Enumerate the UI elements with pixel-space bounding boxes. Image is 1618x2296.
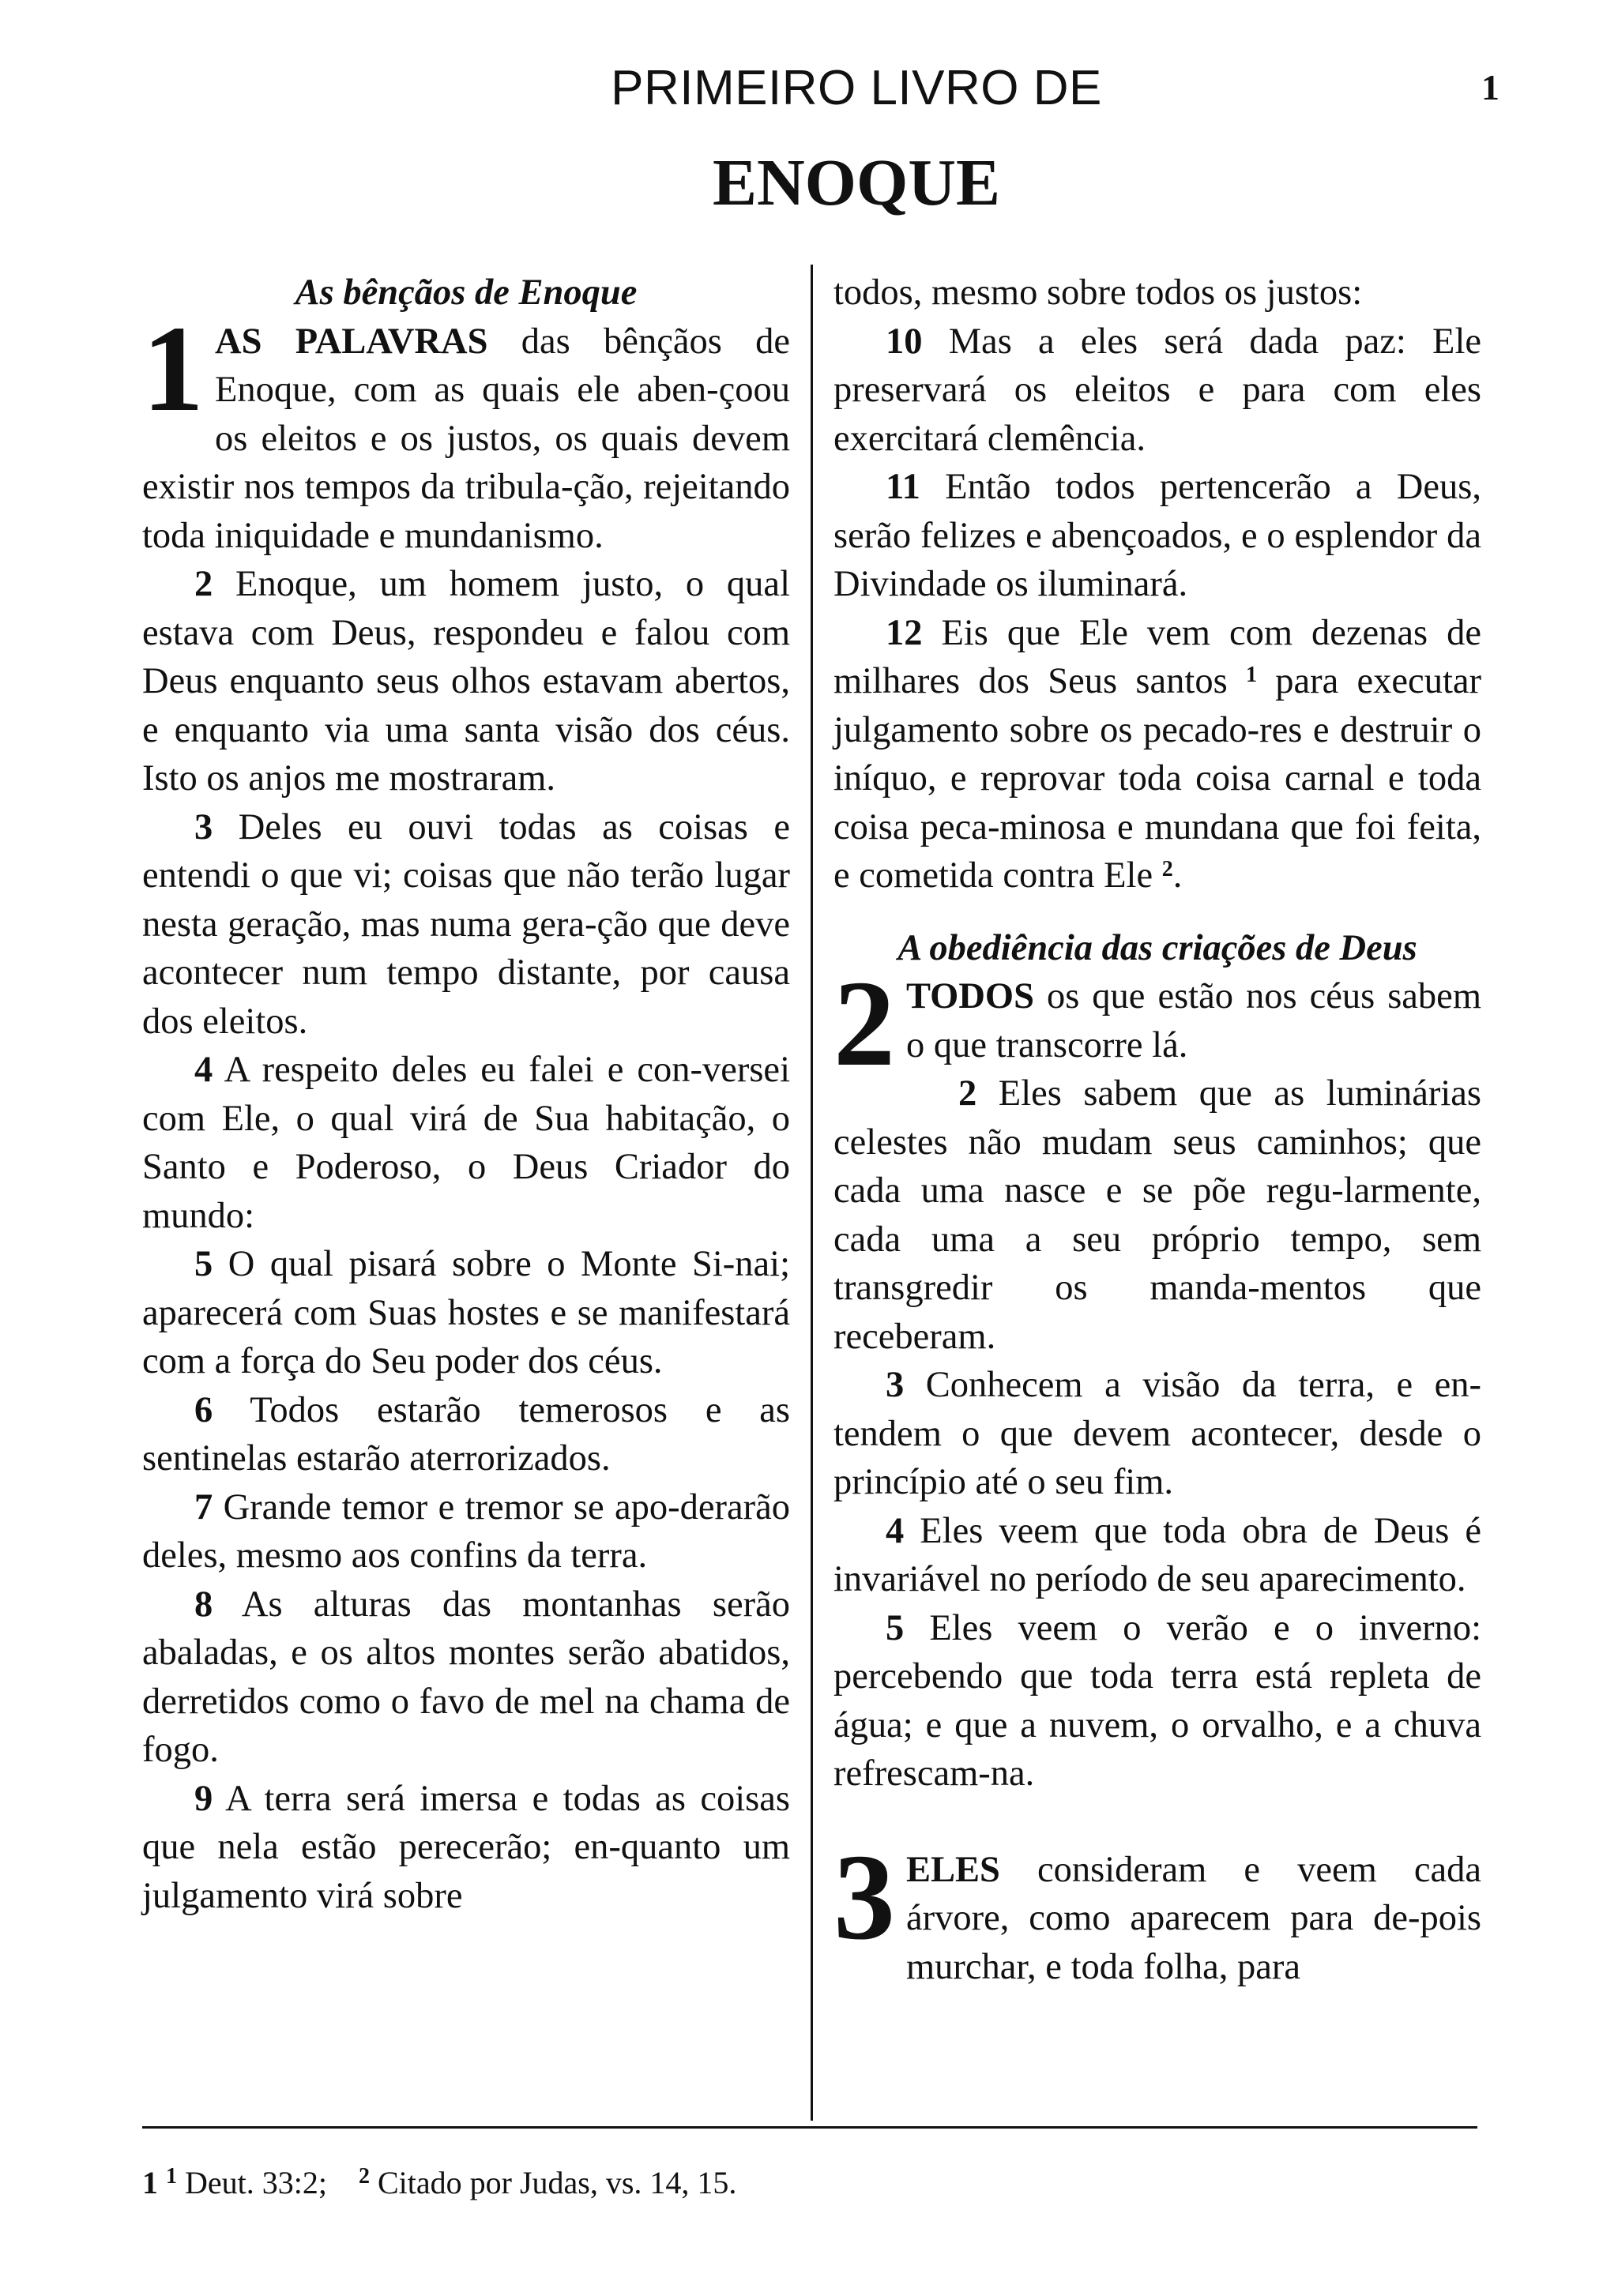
verse-text: das bênçãos de Enoque, com as quais ele aben-çoou os eleitos e os justos, os quais devem existir nos tempos da tribula-ção, rejeitando toda iniquidade e mundanismo. — [142, 321, 790, 556]
verse — [833, 1507, 1481, 1604]
column-divider — [811, 265, 813, 2121]
verse-continuation: todos, mesmo sobre todos os justos: — [833, 272, 1363, 313]
verse-text: A terra será imersa e todas as coisas que nela estão perecerão; en-quanto um julgamento virá sobre — [142, 1778, 790, 1916]
verse-number: 6 — [194, 1389, 213, 1430]
verse — [833, 463, 1481, 609]
book-label: PRIMEIRO LIVRO DE — [611, 61, 1102, 115]
page-number: 1 — [1481, 67, 1499, 107]
footnote-marker: 1 — [166, 2164, 177, 2189]
chapter-2-opening — [833, 955, 1481, 1092]
chapter-number: 2 — [833, 955, 895, 1092]
verse — [142, 803, 790, 1047]
verse-text: Conhecem a visão da terra, e en-tendem o que devem acontecer, desde o princípio até o seu fim. — [833, 1365, 1481, 1502]
verse-number: 2 — [194, 564, 213, 604]
verse-text: os que estão nos céus sabem o que transcorre lá. — [906, 976, 1481, 1065]
verse-number: 5 — [886, 1607, 905, 1648]
right-column — [833, 269, 1481, 1991]
verse-number: 4 — [886, 1510, 905, 1551]
book-title: ENOQUE — [712, 146, 1001, 220]
verse-text: Enoque, um homem justo, o qual estava com Deus, respondeu e falou com Deus enquanto seus olhos estavam abertos, e enquanto via uma santa visão dos céus. Isto os anjos me mostraram. — [142, 564, 790, 799]
verse-text: Grande temor e tremor se apo-derarão deles, mesmo aos confins da terra. — [142, 1486, 790, 1576]
verse-text: Eles veem que toda obra de Deus é invariável no período de seu aparecimento. — [833, 1510, 1481, 1599]
footnote-marker: 2 — [358, 2164, 370, 2189]
verse-number: 7 — [194, 1486, 213, 1528]
opening-words: TODOS — [906, 976, 1034, 1016]
verse-text: Deles eu ouvi todas as coisas e entendi o que vi; coisas que não terão lugar nesta geração, mas numa gera-ção que deve acontecer num tempo distante, por causa dos eleitos. — [142, 806, 790, 1042]
section-heading: As bênçãos de Enoque — [295, 272, 638, 313]
verse-text: A respeito deles eu falei e con-versei com Ele, o qual virá de Sua habitação, o Santo e Poderoso, o Deus Criador do mundo: — [142, 1050, 790, 1236]
opening-words: ELES — [906, 1849, 1000, 1890]
footnote-marker: 2 — [1161, 857, 1173, 881]
chapter-3-opening — [833, 1828, 1481, 1992]
verse-text: Eles veem o verão e o inverno: percebendo que toda terra está repleta de água; e que a nuvem, o orvalho, e a chuva refrescam-na. — [833, 1607, 1481, 1794]
verse-text: para executar julgamento sobre os pecado-res e destruir o iníquo, e reprovar toda coisa carnal e toda coisa peca-minosa e mundana que foi feita, e cometida contra Ele — [833, 661, 1481, 896]
verse — [142, 1775, 790, 1921]
opening-words: AS PALAVRAS — [215, 321, 488, 362]
verse — [142, 1386, 790, 1483]
verse-number: 12 — [886, 612, 923, 653]
verse — [833, 609, 1481, 900]
footnote-rule — [142, 2126, 1477, 2129]
verse-text: Todos estarão temerosos e as sentinelas estarão aterrorizados. — [142, 1389, 790, 1479]
verse — [142, 1046, 790, 1240]
section-heading: A obediência das criações de Deus — [897, 927, 1417, 968]
verse-text: Eis que Ele vem com dezenas de milhares dos Seus santos — [833, 612, 1481, 701]
verse-number: 4 — [194, 1050, 213, 1090]
footnote-ref: 1 — [142, 2165, 158, 2200]
footnote-marker: 1 — [1245, 663, 1257, 687]
verse-text: consideram e veem cada árvore, como aparecem para de-pois murchar, e toda folha, para — [906, 1849, 1481, 1987]
verse-text: Então todos pertencerão a Deus, serão felizes e abençoados, e o esplendor da Divindade os iluminará. — [833, 467, 1481, 604]
verse — [833, 1604, 1481, 1798]
verse-text: O qual pisará sobre o Monte Si-nai; aparecerá com Suas hostes e se manifestará com a força do Seu poder dos céus. — [142, 1244, 790, 1381]
verse-number: 3 — [194, 806, 213, 847]
verse-text: Eles sabem que as luminárias celestes não mudam seus caminhos; que cada uma nasce e se põe regu-larmente, cada uma a seu próprio tempo, sem transgredir os manda-mentos que receberam. — [833, 1073, 1481, 1357]
left-column — [142, 269, 790, 1920]
verse-text: As alturas das montanhas serão abaladas, e os altos montes serão abatidos, derretidos como o favo de mel na chama de fogo. — [142, 1584, 790, 1770]
chapter-number: 3 — [833, 1828, 895, 1965]
verse — [142, 560, 790, 803]
footnote-text: Citado por Judas, vs. 14, 15. — [369, 2165, 737, 2200]
verse-number: 11 — [886, 467, 920, 507]
verse — [142, 1580, 790, 1775]
verse — [833, 1069, 1481, 1361]
chapter-1-opening — [142, 299, 790, 561]
verse — [142, 1240, 790, 1386]
footnote-text: Deut. 33:2; — [177, 2165, 327, 2200]
verse-number: 10 — [886, 321, 923, 362]
verse-number: 9 — [194, 1778, 213, 1819]
verse-number: 2 — [958, 1073, 977, 1114]
verse-text: . — [1172, 855, 1183, 896]
verse-number: 5 — [194, 1244, 213, 1284]
verse — [142, 1483, 790, 1580]
verse-text: Mas a eles será dada paz: Ele preservará os eleitos e para com eles exercitará clemência. — [833, 321, 1481, 459]
verse-number: 3 — [886, 1365, 905, 1405]
chapter-number: 1 — [142, 299, 204, 437]
footnotes — [142, 2161, 736, 2205]
verse — [833, 318, 1481, 464]
verse-number: 8 — [194, 1584, 213, 1625]
verse — [833, 1361, 1481, 1507]
